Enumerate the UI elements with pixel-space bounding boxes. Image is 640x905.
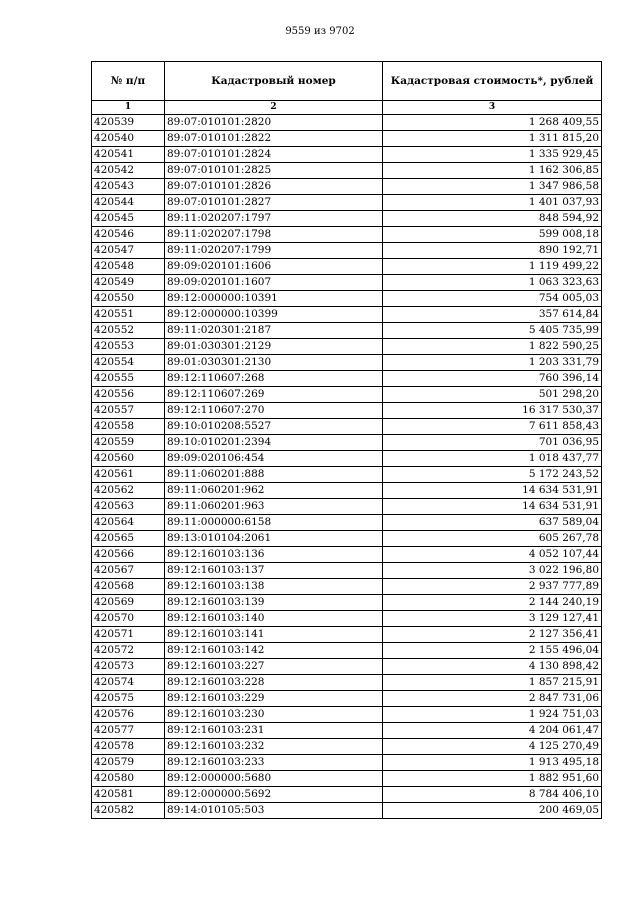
row-number: 420555: [92, 371, 165, 387]
cadastral-number: 89:07:010101:2822: [165, 131, 383, 147]
row-number: 420557: [92, 403, 165, 419]
row-number: 420565: [92, 531, 165, 547]
cadastral-value: 5 405 735,99: [383, 323, 602, 339]
table-row: [92, 787, 602, 803]
table-row: [92, 163, 602, 179]
cadastral-value: 1 268 409,55: [383, 115, 602, 131]
cadastral-number: 89:12:000000:10399: [165, 307, 383, 323]
cadastral-value: 200 469,05: [383, 803, 602, 819]
cadastral-number: 89:11:060201:888: [165, 467, 383, 483]
cadastral-value-table: [91, 61, 602, 819]
table-row: [92, 467, 602, 483]
table-body: [92, 115, 602, 819]
cadastral-number: 89:12:160103:142: [165, 643, 383, 659]
row-number: 420572: [92, 643, 165, 659]
table-row: [92, 307, 602, 323]
table-row: [92, 259, 602, 275]
row-number: 420566: [92, 547, 165, 563]
table-row: [92, 387, 602, 403]
cadastral-value: 1 822 590,25: [383, 339, 602, 355]
cadastral-value: 1 857 215,91: [383, 675, 602, 691]
cadastral-number: 89:12:000000:5692: [165, 787, 383, 803]
row-number: 420573: [92, 659, 165, 675]
table-row: [92, 291, 602, 307]
table-row: [92, 659, 602, 675]
cadastral-number: 89:13:010104:2061: [165, 531, 383, 547]
table-row: [92, 547, 602, 563]
cadastral-value: 637 589,04: [383, 515, 602, 531]
row-number: 420551: [92, 307, 165, 323]
row-number: 420540: [92, 131, 165, 147]
row-number: 420563: [92, 499, 165, 515]
table-row: [92, 435, 602, 451]
row-number: 420561: [92, 467, 165, 483]
cadastral-value: 848 594,92: [383, 211, 602, 227]
table-row: [92, 371, 602, 387]
table-row: [92, 771, 602, 787]
column-numbering-row: [92, 101, 602, 115]
row-number: 420544: [92, 195, 165, 211]
cadastral-value: 701 036,95: [383, 435, 602, 451]
table-row: [92, 483, 602, 499]
table-row: [92, 115, 602, 131]
table-row: [92, 515, 602, 531]
cadastral-number: 89:12:000000:10391: [165, 291, 383, 307]
cadastral-value: 1 882 951,60: [383, 771, 602, 787]
cadastral-number: 89:12:160103:227: [165, 659, 383, 675]
cadastral-value: 1 203 331,79: [383, 355, 602, 371]
cadastral-value: 2 847 731,06: [383, 691, 602, 707]
cadastral-number: 89:10:010208:5527: [165, 419, 383, 435]
row-number: 420580: [92, 771, 165, 787]
table-row: [92, 675, 602, 691]
table-row: [92, 451, 602, 467]
cadastral-value: 760 396,14: [383, 371, 602, 387]
cadastral-number: 89:12:160103:140: [165, 611, 383, 627]
row-number: 420550: [92, 291, 165, 307]
page-header: 9559 из 9702: [285, 26, 355, 37]
cadastral-number: 89:12:110607:269: [165, 387, 383, 403]
cadastral-value: 14 634 531,91: [383, 499, 602, 515]
cadastral-value: 4 052 107,44: [383, 547, 602, 563]
table-row: [92, 803, 602, 819]
table-row: [92, 531, 602, 547]
cadastral-value: 1 119 499,22: [383, 259, 602, 275]
cadastral-number: 89:09:020106:454: [165, 451, 383, 467]
cadastral-value: 7 611 858,43: [383, 419, 602, 435]
cadastral-number: 89:12:160103:232: [165, 739, 383, 755]
cadastral-number: 89:12:160103:229: [165, 691, 383, 707]
row-number: 420569: [92, 595, 165, 611]
table-row: [92, 355, 602, 371]
cadastral-number: 89:07:010101:2824: [165, 147, 383, 163]
row-number: 420558: [92, 419, 165, 435]
row-number: 420560: [92, 451, 165, 467]
row-number: 420553: [92, 339, 165, 355]
cadastral-number: 89:01:030301:2130: [165, 355, 383, 371]
table-row: [92, 403, 602, 419]
cadastral-value: 357 614,84: [383, 307, 602, 323]
row-number: 420577: [92, 723, 165, 739]
cadastral-number: 89:07:010101:2826: [165, 179, 383, 195]
cadastral-value: 2 155 496,04: [383, 643, 602, 659]
cadastral-number: 89:12:160103:233: [165, 755, 383, 771]
cadastral-value: 599 008,18: [383, 227, 602, 243]
cadastral-value: 1 162 306,85: [383, 163, 602, 179]
column-number-3: 3: [383, 101, 602, 115]
cadastral-number: 89:12:000000:5680: [165, 771, 383, 787]
cadastral-value: 754 005,03: [383, 291, 602, 307]
cadastral-number: 89:12:160103:141: [165, 627, 383, 643]
row-number: 420576: [92, 707, 165, 723]
cadastral-number: 89:09:020101:1607: [165, 275, 383, 291]
table-row: [92, 723, 602, 739]
cadastral-value: 1 018 437,77: [383, 451, 602, 467]
cadastral-value: 1 063 323,63: [383, 275, 602, 291]
cadastral-value: 5 172 243,52: [383, 467, 602, 483]
cadastral-number: 89:12:160103:231: [165, 723, 383, 739]
table-row: [92, 691, 602, 707]
table-row: [92, 755, 602, 771]
row-number: 420546: [92, 227, 165, 243]
row-number: 420578: [92, 739, 165, 755]
cadastral-value: 2 127 356,41: [383, 627, 602, 643]
cadastral-number: 89:11:020207:1799: [165, 243, 383, 259]
cadastral-number: 89:11:060201:963: [165, 499, 383, 515]
cadastral-number: 89:12:110607:268: [165, 371, 383, 387]
cadastral-number: 89:12:160103:139: [165, 595, 383, 611]
cadastral-number: 89:14:010105:503: [165, 803, 383, 819]
table-row: [92, 611, 602, 627]
cadastral-value: 1 913 495,18: [383, 755, 602, 771]
row-number: 420549: [92, 275, 165, 291]
cadastral-value: 4 204 061,47: [383, 723, 602, 739]
cadastral-number: 89:12:160103:230: [165, 707, 383, 723]
row-number: 420562: [92, 483, 165, 499]
cadastral-number: 89:07:010101:2827: [165, 195, 383, 211]
row-number: 420568: [92, 579, 165, 595]
cadastral-number: 89:07:010101:2820: [165, 115, 383, 131]
row-number: 420581: [92, 787, 165, 803]
cadastral-value: 3 022 196,80: [383, 563, 602, 579]
row-number: 420571: [92, 627, 165, 643]
table-row: [92, 627, 602, 643]
cadastral-value: 1 335 929,45: [383, 147, 602, 163]
cadastral-number: 89:09:020101:1606: [165, 259, 383, 275]
table-row: [92, 179, 602, 195]
column-header-cadastral-number: Кадастровый номер: [165, 62, 383, 101]
row-number: 420539: [92, 115, 165, 131]
table-row: [92, 339, 602, 355]
cadastral-value: 2 937 777,89: [383, 579, 602, 595]
row-number: 420556: [92, 387, 165, 403]
table-row: [92, 499, 602, 515]
row-number: 420554: [92, 355, 165, 371]
cadastral-value: 16 317 530,37: [383, 403, 602, 419]
row-number: 420564: [92, 515, 165, 531]
row-number: 420543: [92, 179, 165, 195]
row-number: 420548: [92, 259, 165, 275]
table-row: [92, 195, 602, 211]
column-number-2: 2: [165, 101, 383, 115]
row-number: 420559: [92, 435, 165, 451]
cadastral-value: 1 924 751,03: [383, 707, 602, 723]
cadastral-value: 8 784 406,10: [383, 787, 602, 803]
cadastral-value: 4 130 898,42: [383, 659, 602, 675]
cadastral-number: 89:12:160103:136: [165, 547, 383, 563]
cadastral-value: 1 401 037,93: [383, 195, 602, 211]
table-row: [92, 275, 602, 291]
table-row: [92, 323, 602, 339]
row-number: 420545: [92, 211, 165, 227]
cadastral-number: 89:12:160103:137: [165, 563, 383, 579]
table-row: [92, 579, 602, 595]
cadastral-number: 89:10:010201:2394: [165, 435, 383, 451]
table-header-row: [92, 62, 602, 101]
table-row: [92, 211, 602, 227]
cadastral-value: 3 129 127,41: [383, 611, 602, 627]
table-row: [92, 419, 602, 435]
row-number: 420575: [92, 691, 165, 707]
cadastral-value: 890 192,71: [383, 243, 602, 259]
table-row: [92, 563, 602, 579]
cadastral-value: 1 311 815,20: [383, 131, 602, 147]
row-number: 420552: [92, 323, 165, 339]
row-number: 420574: [92, 675, 165, 691]
cadastral-number: 89:12:110607:270: [165, 403, 383, 419]
column-header-number: № п/п: [92, 62, 165, 101]
table-row: [92, 707, 602, 723]
cadastral-number: 89:11:020301:2187: [165, 323, 383, 339]
table-row: [92, 595, 602, 611]
row-number: 420542: [92, 163, 165, 179]
cadastral-number: 89:01:030301:2129: [165, 339, 383, 355]
cadastral-number: 89:12:160103:228: [165, 675, 383, 691]
cadastral-value: 605 267,78: [383, 531, 602, 547]
cadastral-value: 14 634 531,91: [383, 483, 602, 499]
cadastral-number: 89:11:060201:962: [165, 483, 383, 499]
table-row: [92, 227, 602, 243]
row-number: 420547: [92, 243, 165, 259]
cadastral-number: 89:11:020207:1798: [165, 227, 383, 243]
cadastral-value: 4 125 270,49: [383, 739, 602, 755]
cadastral-value: 501 298,20: [383, 387, 602, 403]
row-number: 420582: [92, 803, 165, 819]
table-row: [92, 643, 602, 659]
cadastral-number: 89:11:000000:6158: [165, 515, 383, 531]
row-number: 420567: [92, 563, 165, 579]
column-header-cadastral-value: Кадастровая стоимость*, рублей: [383, 62, 602, 101]
cadastral-number: 89:11:020207:1797: [165, 211, 383, 227]
table-row: [92, 147, 602, 163]
row-number: 420541: [92, 147, 165, 163]
cadastral-number: 89:07:010101:2825: [165, 163, 383, 179]
column-number-1: 1: [92, 101, 165, 115]
cadastral-number: 89:12:160103:138: [165, 579, 383, 595]
table-row: [92, 131, 602, 147]
table-row: [92, 243, 602, 259]
table-row: [92, 739, 602, 755]
cadastral-value: 1 347 986,58: [383, 179, 602, 195]
row-number: 420570: [92, 611, 165, 627]
cadastral-value: 2 144 240,19: [383, 595, 602, 611]
row-number: 420579: [92, 755, 165, 771]
